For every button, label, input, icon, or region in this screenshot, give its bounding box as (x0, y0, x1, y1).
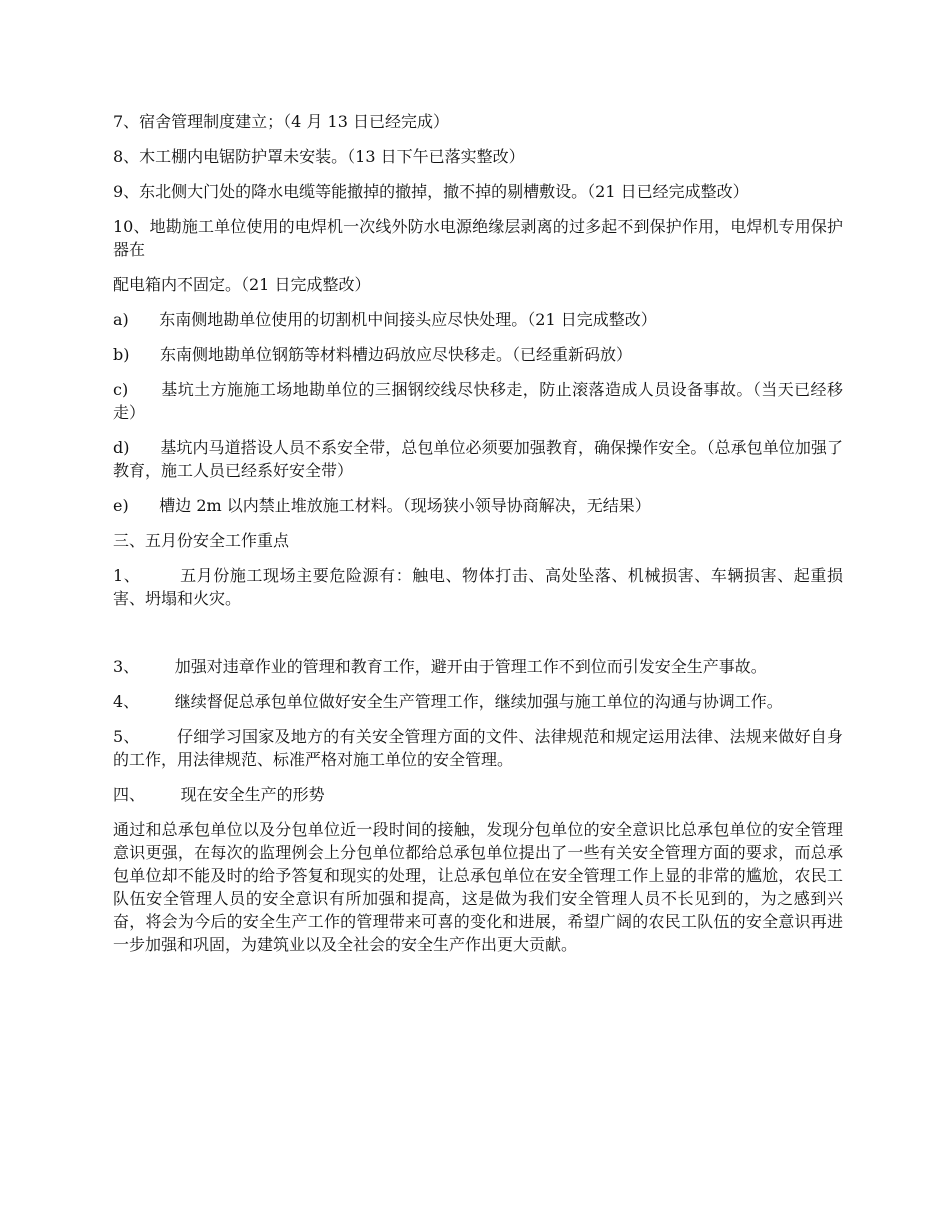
situation-paragraph: 通过和总承包单位以及分包单位近一段时间的接触，发现分包单位的安全意识比总承包单位的安全管理意识更强，在每次的监理例会上分包单位都给总承包单位提出了一些有关安全管理方面的要求，而总承包单位却不能及时的给予答复和现实的处理，让总承包单位在安全管理工作上显的非常的尴尬，农民工队伍安全管理人员的安全意识有所加强和提高，这是做为我们安全管理人员不长见到的，为之感到兴奋，将会为今后的安全生产工作的管理带来可喜的变化和进展，希望广阔的农民工队伍的安全意识再进一步加强和巩固，为建筑业以及全社会的安全生产作出更大贡献。 (113, 820, 843, 954)
sub-item-a: a) 东南侧地勘单位使用的切割机中间接头应尽快处理。（21 日完成整改） (113, 310, 657, 329)
sub-item-c: c) 基坑土方施施工场地勘单位的三捆钢绞线尽快移走，防止滚落造成人员设备事故。（当天已经移走） (113, 380, 843, 422)
sub-item-e: e) 槽边 2m 以内禁止堆放施工材料。（现场狭小领导协商解决，无结果） (113, 496, 651, 515)
sub-item-b: b) 东南侧地勘单位钢筋等材料槽边码放应尽快移走。（已经重新码放） (113, 345, 633, 364)
item-8: 8、木工棚内电锯防护罩未安装。（13 日下午已落实整改） (113, 147, 525, 166)
point-3: 3、 加强对违章作业的管理和教育工作，避开由于管理工作不到位而引发安全生产事故。 (113, 657, 767, 676)
section-heading-4: 四、 现在安全生产的形势 (113, 785, 325, 804)
point-1: 1、 五月份施工现场主要危险源有：触电、物体打击、高处坠落、机械损害、车辆损害、起重损害、坍塌和火灾。 (113, 566, 843, 608)
point-5: 5、 仔细学习国家及地方的有关安全管理方面的文件、法律规范和规定运用法律、法规来做好自身的工作，用法律规范、标准严格对施工单位的安全管理。 (113, 727, 843, 769)
sub-item-d: d) 基坑内马道搭设人员不系安全带，总包单位必须要加强教育，确保操作安全。（总承包单位加强了教育，施工人员已经系好安全带） (113, 438, 843, 480)
document-page (113, 110, 843, 956)
item-7: 7、宿舍管理制度建立；（4 月 13 日已经完成） (113, 112, 449, 131)
item-10: 10、地勘施工单位使用的电焊机一次线外防水电源绝缘层剥离的过多起不到保护作用，电焊机专用保护器在 (113, 217, 843, 259)
section-heading-3: 三、五月份安全工作重点 (113, 531, 290, 550)
item-10-continued: 配电箱内不固定。（21 日完成整改） (113, 275, 371, 294)
item-9: 9、东北侧大门处的降水电缆等能撤掉的撤掉，撤不掉的剔槽敷设。（21 日已经完成整改） (113, 182, 749, 201)
point-4: 4、 继续督促总承包单位做好安全生产管理工作，继续加强与施工单位的沟通与协调工作。 (113, 692, 783, 711)
